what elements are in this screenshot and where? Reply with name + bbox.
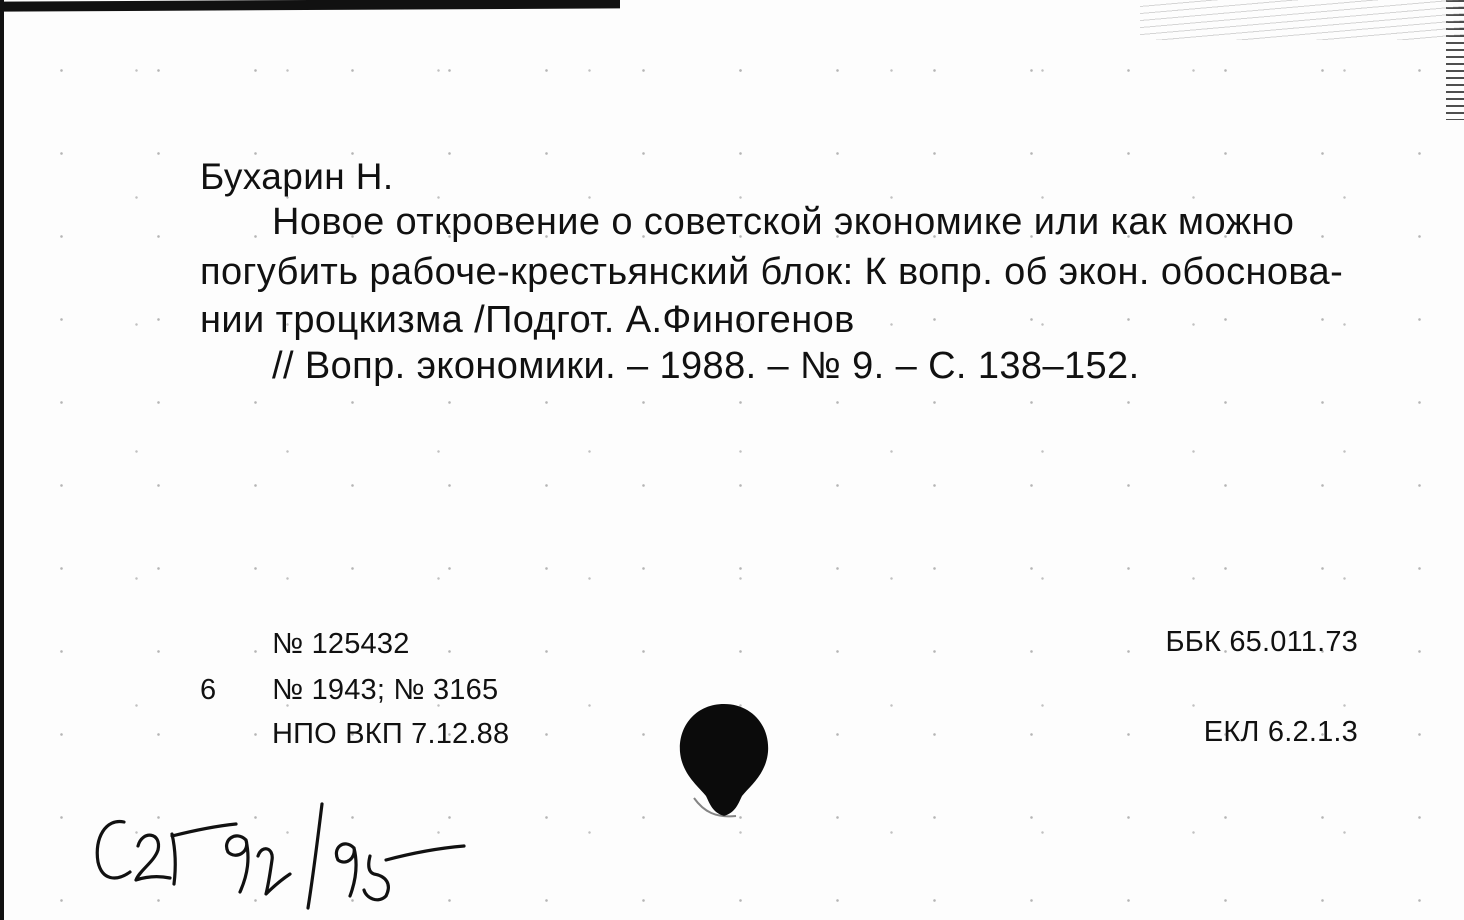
- publisher-line: НПО ВКП 7.12.88: [272, 718, 510, 750]
- scan-streaks: [1140, 0, 1464, 40]
- registration-numbers-2: № 1943; № 3165: [272, 674, 499, 706]
- handwritten-shelfmark: [86, 800, 466, 910]
- scan-edge-left: [0, 0, 4, 920]
- author: Бухарин Н.: [200, 156, 394, 197]
- source-citation: // Вопр. экономики. – 1988. – № 9. – С. 138–152.: [272, 345, 1140, 387]
- punch-hole-icon: [676, 700, 772, 820]
- copies-count: 6: [200, 674, 217, 706]
- registration-number: № 125432: [272, 628, 410, 660]
- ekl-classification: ЕКЛ 6.2.1.3: [1203, 716, 1358, 748]
- title-line-2: погубить рабоче-крестьянский блок: К вопр. об экон. обоснова-: [200, 251, 1344, 293]
- bbk-classification: ББК 65.011.73: [1165, 626, 1358, 658]
- title-line-1: Новое откровение о советской экономике или как можно: [272, 201, 1295, 243]
- title-line-3: нии троцкизма /Подгот. А.Финогенов: [200, 299, 855, 341]
